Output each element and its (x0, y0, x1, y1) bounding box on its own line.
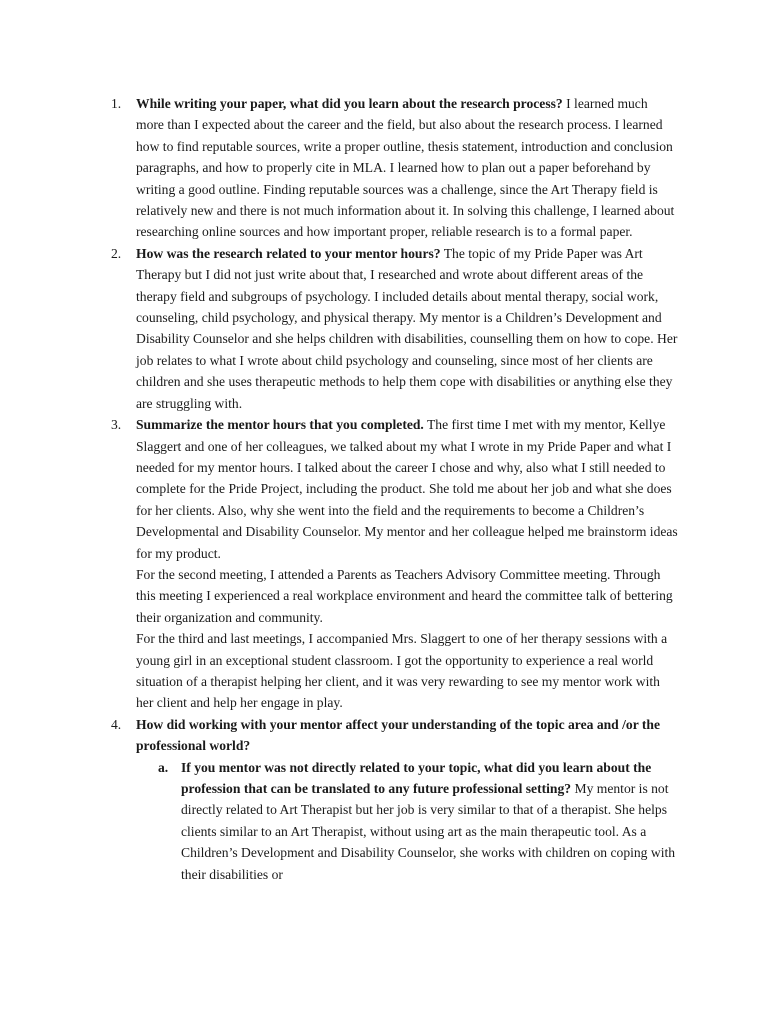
item-number: 1. (111, 96, 122, 111)
question-text: How did working with your mentor affect your understanding of the topic area and /or the professional world? (136, 716, 661, 754)
list-item-1 (0, 93, 768, 243)
answer-text: I learned much more than I expected about the career and the field, but also about the research process. I learned how to find reputable sources, write a proper outline, thesis statement, introduction and conclusion paragraphs, and how to properly cite in MLA. I learned how to plan out a paper beforehand by writing a good outline. Finding reputable sources was a challenge, since the Art Therapy field is relatively new and there is not much information about it. In solving this challenge, I learned about researching online sources and how important proper, reliable research is to a formal paper. (136, 96, 675, 240)
sub-question-text: If you mentor was not directly related to your topic, what did you learn about the profession that can be translated to any future professional setting? (181, 759, 652, 796)
question-text: How was the research related to your mentor hours? (136, 245, 441, 261)
answer-paragraph: For the third and last meetings, I accompanied Mrs. Slaggert to one of her therapy sessions with a young girl in an exceptional student classroom. I got the opportunity to experience a real world situation of a therapist helping her client, and it was very rewarding to see my mentor work with her client and help her engage in play. (136, 631, 668, 711)
list-item-3 (0, 414, 768, 714)
sub-answer-text: My mentor is not directly related to Art Therapist but her job is very similar to that of a therapist. She helps clients similar to an Art Therapist, without using art as the main therapeutic tool. As a Children’s Development and Disability Counselor, she works with children on coping with their disabilities or (181, 781, 676, 882)
answer-paragraph: For the second meeting, I attended a Parents as Teachers Advisory Committee meeting. Through this meeting I experienced a real workplace environment and heard the committee talk of bettering their organization and community. (136, 566, 673, 625)
list-item-4 (0, 714, 768, 885)
answer-text: The first time I met with my mentor, Kellye Slaggert and one of her colleagues, we talked about my what I wrote in my Pride Paper and what I needed for my mentor hours. I talked about the career I chose and why, also what I still needed to complete for the Pride Project, including the product. She told me about her job and what she does for her clients. Also, why she went into the field and the requirements to become a Children’s Developmental and Disability Counselor. My mentor and her colleague helped me brainstorm ideas for my product. (136, 417, 678, 561)
list-item-2 (0, 243, 768, 414)
question-text: Summarize the mentor hours that you completed. (136, 417, 424, 433)
question-list (0, 93, 768, 885)
item-number: 2. (111, 245, 122, 261)
answer-paragraph (136, 414, 678, 564)
sub-item-letter: a. (158, 759, 169, 775)
question-text: While writing your paper, what did you learn about the research process? (136, 96, 563, 111)
sub-list-item-a (136, 757, 678, 885)
answer-text: The topic of my Pride Paper was Art Therapy but I did not just write about that, I researched and wrote about different areas of the therapy field and subgroups of psychology. I included details about mental therapy, social work, counseling, child psychology, and physical therapy. My mentor is a Children’s Development and Disability Counselor and she helps children with disabilities, counselling them on how to cope. Her job relates to what I wrote about child psychology and counseling, since most of her clients are children and she uses therapeutic methods to help them cope with disabilities or anything else they are struggling with. (136, 245, 678, 411)
sub-question-list (136, 757, 678, 885)
item-number: 3. (111, 417, 122, 433)
item-number: 4. (111, 716, 122, 732)
